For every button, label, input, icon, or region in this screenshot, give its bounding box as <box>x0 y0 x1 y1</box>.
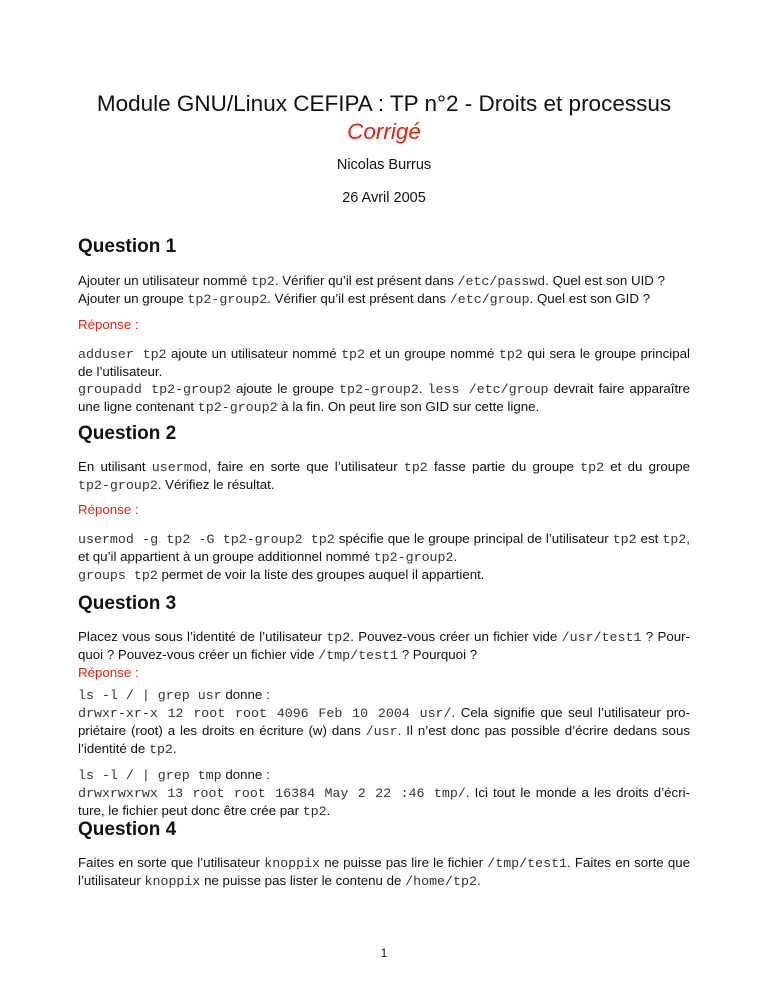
question-3-answer-usr <box>78 686 690 758</box>
document-title: Module GNU/Linux CEFIPA : TP n°2 - Droits et processus <box>96 91 672 116</box>
text-line: Faites en sorte que l’utilisateur knoppix ne puisse pas lire le fichier /tmp/test1. Faites en sorte que <box>78 855 690 871</box>
text-line: quoi ? Pouvez-vous créer un fichier vide /tmp/test1 ? Pourquoi ? <box>78 647 478 663</box>
question-2-heading: Question 2 <box>78 423 177 444</box>
question-4-text <box>78 854 690 890</box>
page-number: 1 <box>380 946 388 960</box>
question-2-answer <box>78 530 690 584</box>
question-2-answer-label: Réponse : <box>78 502 139 517</box>
text-line: ls -l / | grep tmp donne : <box>78 767 270 783</box>
text-line: ls -l / | grep usr donne : <box>78 687 270 703</box>
text-line: groupadd tp2-group2 ajoute le groupe tp2-group2. less /etc/group devrait faire apparaître <box>78 381 690 397</box>
question-1-answer-label: Réponse : <box>78 317 139 332</box>
text-line: drwxrwxrwx 13 root root 16384 May 2 22 :46 tmp/. Ici tout le monde a les droits d’écri- <box>78 785 690 801</box>
question-3-answer-tmp <box>78 766 690 820</box>
text-line: Ajouter un utilisateur nommé tp2. Vérifier qu’il est présent dans /etc/passwd. Quel est son UID ? <box>78 273 665 289</box>
text-line: tp2-group2. Vérifiez le résultat. <box>78 477 275 493</box>
question-3-answer-label: Réponse : <box>78 665 139 680</box>
text-line: Ajouter un groupe tp2-group2. Vérifier qu’il est présent dans /etc/group. Quel est son GID ? <box>78 291 651 307</box>
question-1-heading: Question 1 <box>78 236 177 257</box>
document-subtitle: Corrigé <box>347 119 421 144</box>
text-line: groups tp2 permet de voir la liste des groupes auquel il appartient. <box>78 567 485 583</box>
document-date: 26 Avril 2005 <box>342 190 426 206</box>
text-line: l’identité de tp2. <box>78 741 177 757</box>
text-line: drwxr-xr-x 12 root root 4096 Feb 10 2004 usr/. Cela signifie que seul l’utilisateur pro- <box>78 705 691 721</box>
text-line: l’utilisateur knoppix ne puisse pas lister le contenu de /home/tp2. <box>78 873 481 889</box>
text-line: et qu’il appartient à un groupe additionnel nommé tp2-group2. <box>78 549 458 565</box>
question-1-answer <box>78 345 690 416</box>
text-line: En utilisant usermod, faire en sorte que l’utilisateur tp2 fasse partie du groupe tp2 et du groupe <box>78 459 690 475</box>
text-line: usermod -g tp2 -G tp2-group2 tp2 spécifie que le groupe principal de l’utilisateur tp2 est tp2, <box>78 531 690 547</box>
question-2-text <box>78 458 690 494</box>
text-line: priétaire (root) a les droits en écriture (w) dans /usr. Il n’est donc pas possible d’écrire dedans sous <box>78 723 690 739</box>
question-3-heading: Question 3 <box>78 593 177 614</box>
question-4-heading: Question 4 <box>78 819 177 840</box>
document-author: Nicolas Burrus <box>336 157 432 173</box>
text-line: une ligne contenant tp2-group2 à la fin. On peut lire son GID sur cette ligne. <box>78 399 540 415</box>
text-line: ture, le fichier peut donc être crée par tp2. <box>78 803 331 819</box>
question-1-text <box>78 272 690 308</box>
text-line: Placez vous sous l’identité de l’utilisateur tp2. Pouvez-vous créer un fichier vide /usr/test1 ? Pour- <box>78 629 690 645</box>
text-line: adduser tp2 ajoute un utilisateur nommé tp2 et un groupe nommé tp2 qui sera le groupe principal <box>78 346 690 362</box>
text-line: de l’utilisateur. <box>78 364 163 379</box>
question-3-text <box>78 628 690 681</box>
